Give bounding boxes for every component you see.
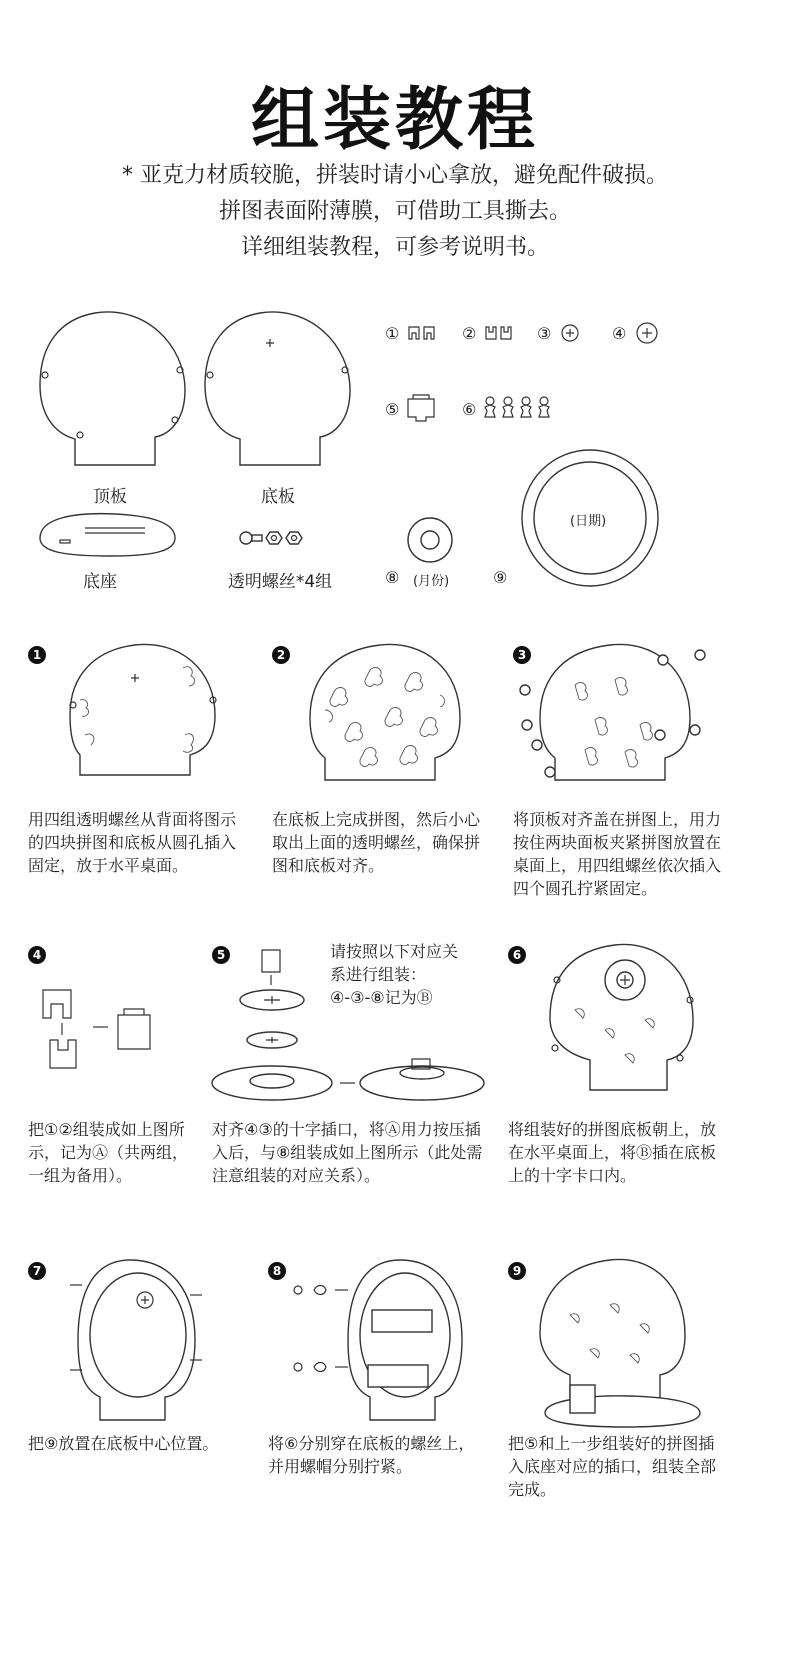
part-3-icon [560,323,580,343]
step-6-illustration [545,940,700,1095]
intro-line-3: 详细组装教程，可参考说明书。 [240,235,549,260]
step-5-note [330,940,490,1009]
screws-illustration [238,528,318,548]
date-label: (日期) [570,514,607,529]
step-5-text: 对齐④③的十字插口，将Ⓐ用力按压插入后，与⑧组装成如上图所示（此处需注意组装的对应关系）。 [212,1120,483,1185]
step-7-illustration [70,1255,210,1425]
part-2-icon [485,326,515,340]
bottom-board-label: 底板 [261,487,295,507]
part-1-number: ① [385,324,400,343]
step-4-text: 把①②组装成如上图所示，记为Ⓐ（共两组，一组为备用）。 [28,1120,189,1185]
step-2-badge: 2 [272,646,290,664]
step-9-illustration [530,1255,710,1430]
base-label: 底座 [83,572,117,592]
step-9-text: 把⑤和上一步组装好的拼图插入底座对应的插口，组装全部完成。 [508,1434,717,1499]
month-ring-illustration [405,515,455,565]
page-title: 组装教程 [250,81,539,160]
step-3-text: 将顶板对齐盖在拼图上，用力按住两块面板夹紧拼图放置在桌面上，用四组螺丝依次插入四个圆孔拧紧固定。 [513,810,722,898]
step-6-text: 将组装好的拼图底板朝上，放在水平桌面上，将Ⓑ插在底板上的十字卡口内。 [508,1120,717,1185]
top-board-label: 顶板 [93,487,127,507]
step-1-text: 用四组透明螺丝从背面将图示的四块拼图和底板从圆孔插入固定，放于水平桌面。 [28,810,237,875]
step-8-badge: 8 [268,1262,286,1280]
part-6-icon [482,396,554,420]
part-5-number: ⑤ [385,400,400,419]
step-3-illustration [515,640,715,785]
step-8-illustration [290,1255,470,1425]
step-5-badge: 5 [212,946,230,964]
step-3-badge: 3 [513,646,531,664]
step-4-illustration [38,985,168,1085]
step-5-note-line-3: ④-③-⑧记为Ⓑ [330,988,433,1007]
step-5-note-line-1: 请按照以下对应关 [330,942,459,961]
intro-line-2: 拼图表面附薄膜，可借助工具撕去。 [218,199,571,224]
step-4-badge: 4 [28,946,46,964]
step-5-note-line-2: 系进行组装： [330,965,427,984]
step-1-illustration [65,640,225,780]
step-7-text: 把⑨放置在底板中心位置。 [28,1434,219,1453]
part-1-icon [408,326,438,340]
intro-line-1: * 亚克力材质较脆，拼装时请小心拿放，避免配件破损。 [122,163,668,188]
step-2-text: 在底板上完成拼图，然后小心取出上面的透明螺丝，确保拼图和底板对齐。 [272,810,481,875]
step-7-badge: 7 [28,1262,46,1280]
step-8-text: 将⑥分别穿在底板的螺丝上，并用螺帽分别拧紧。 [268,1434,475,1476]
bottom-board-illustration [200,305,360,470]
top-board-illustration [35,305,195,470]
part-4-icon [635,321,659,345]
base-illustration [35,510,180,560]
part-4-number: ④ [612,324,627,343]
part-2-number: ② [462,324,477,343]
step-9-badge: 9 [508,1262,526,1280]
part-9-number: ⑨ [493,568,508,587]
part-6-number: ⑥ [462,400,477,419]
screws-label: 透明螺丝*4组 [227,572,333,592]
month-label: (月份) [413,574,450,589]
part-3-number: ③ [537,324,552,343]
part-8-number: ⑧ [385,568,400,587]
step-1-badge: 1 [28,646,46,664]
step-6-badge: 6 [508,946,526,964]
step-2-illustration [305,640,470,785]
part-5-icon [405,393,437,423]
